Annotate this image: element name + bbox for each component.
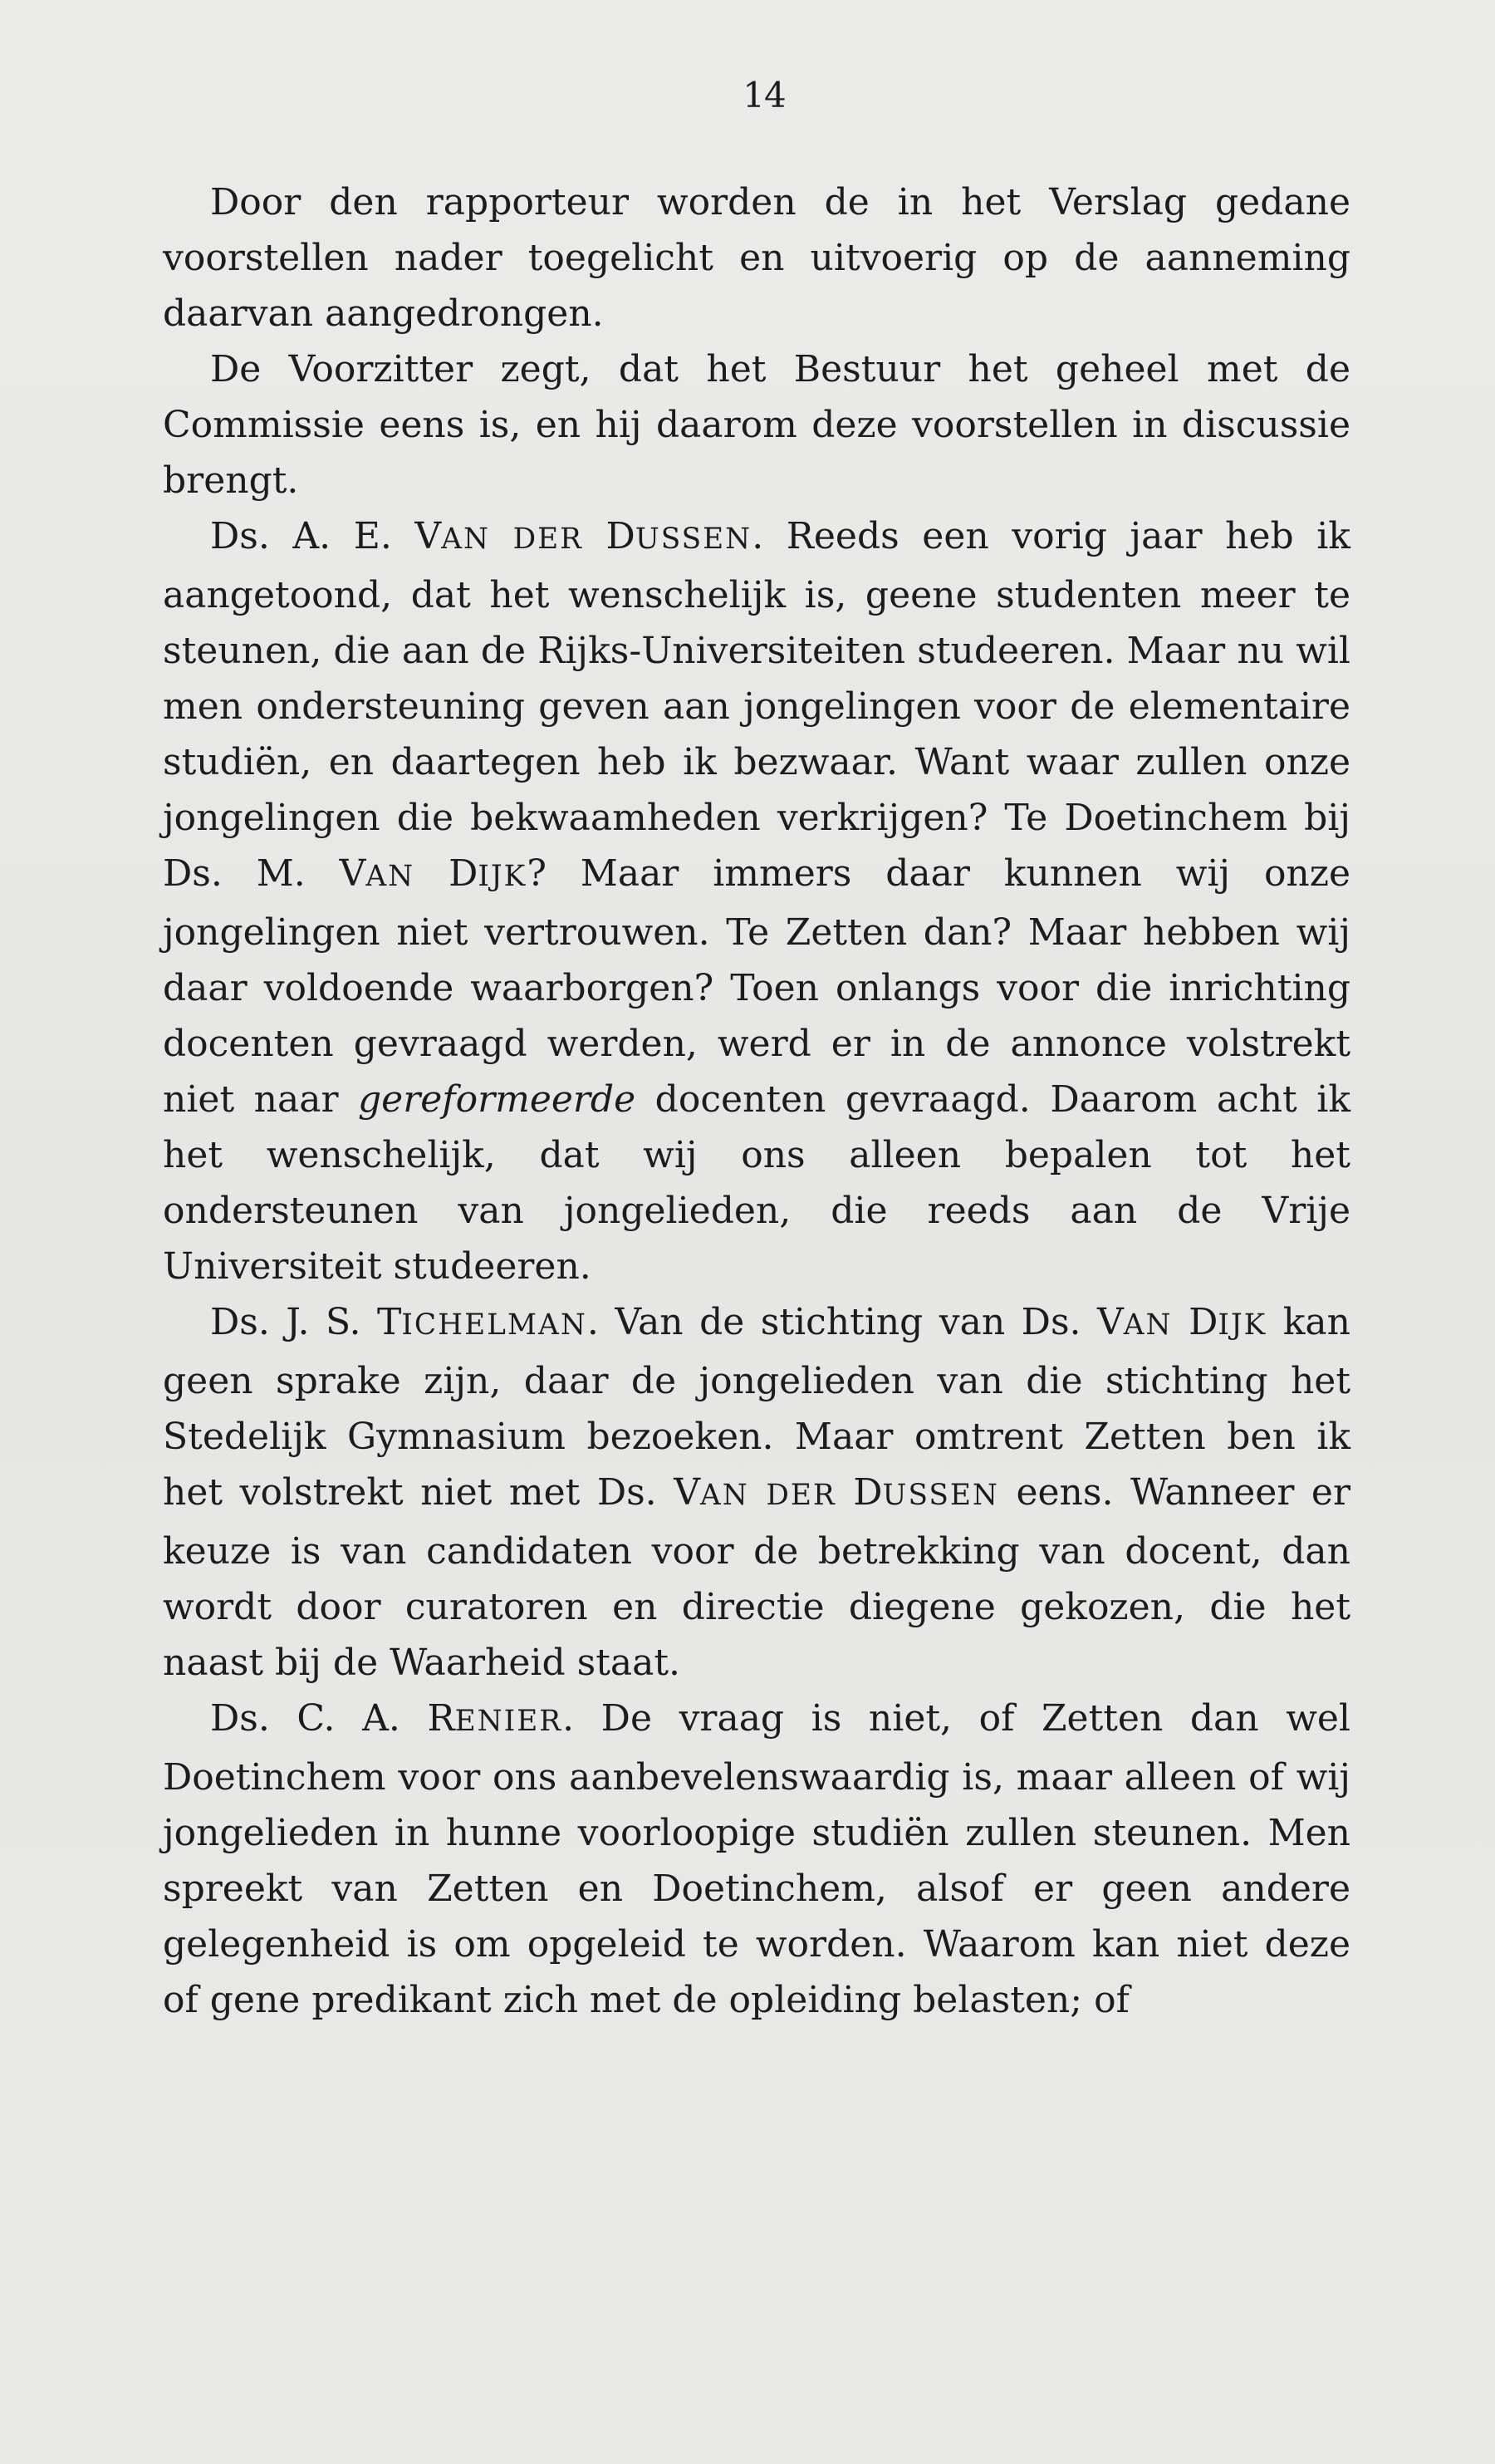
reference-smallcaps-an: AN — [365, 860, 415, 893]
page-number: 14 — [743, 75, 786, 115]
speaker-name-smallcaps-ichelman: ICHELMAN — [401, 1308, 587, 1342]
reference-smallcaps-an: AN — [1123, 1308, 1173, 1342]
reference-initial-d: D — [853, 1471, 883, 1514]
speaker-name-smallcaps-der: DER — [512, 523, 583, 556]
speech-text-part-b: kan geen sprake zijn, daar de jongelieden van die stichting het Stedelijk Gymnasium bezoeken. Maar omtrent Zetten ben ik het volstrekt niet met Ds. — [163, 1301, 1350, 1514]
paragraph-renier — [163, 1691, 1350, 2028]
reference-initial-v: V — [674, 1471, 700, 1514]
reference-initial-v: V — [1097, 1301, 1124, 1343]
speaker-label: Ds. A. E. VAN DER DUSSEN. — [210, 515, 787, 557]
reference-smallcaps-ijk: IJK — [1218, 1308, 1267, 1342]
speech-text-part-a: Reeds een vorig jaar heb ik aangetoond, dat het wenschelijk is, geene studenten meer te steunen, die aan de Rijks-Universiteiten studeeren. Maar nu wil men ondersteuning geven aan jongelingen voor de elementaire studiën, en daartegen heb ik bezwaar. Want waar zullen onze jongelingen die bekwaamheden verkrijgen? Te Doetinchem bij Ds. M. — [163, 515, 1350, 895]
speech-text-part-c: eens. Wanneer er keuze is van candidaten voor de betrekking van docent, dan wordt door curatoren en directie diegene gekozen, die het naast bij de Waarheid staat. — [163, 1471, 1350, 1684]
reference-smallcaps-ijk: IJK — [478, 860, 527, 893]
speaker-prefix: Ds. C. A. — [210, 1697, 428, 1740]
reference-initial-d: D — [1189, 1301, 1218, 1343]
speaker-prefix: Ds. J. S. — [210, 1301, 377, 1343]
speaker-label: Ds. C. A. RENIER. — [210, 1697, 601, 1740]
speech-text: De vraag is niet, of Zetten dan wel Doetinchem voor ons aanbevelenswaardig is, maar alleen of wij jongelieden in hunne voorloopige studiën zullen steunen. Men spreekt van Zetten en Doetinchem, alsof er geen andere gelegenheid is om opgeleid te worden. Waarom kan niet deze of gene predikant zich met de opleiding belasten; of — [163, 1697, 1350, 2021]
paragraph-tichelman — [163, 1294, 1350, 1691]
speaker-label: Ds. J. S. TICHELMAN. — [210, 1301, 615, 1343]
speaker-name-initial-r: R — [427, 1697, 455, 1740]
speaker-name-smallcaps-enier: ENIER — [454, 1705, 563, 1738]
paragraph-rapporteur: Door den rapporteur worden de in het Verslag gedane voorstellen nader toegelicht en uitvoerig op de aanneming daarvan aangedrongen. — [163, 181, 1350, 335]
speaker-name-initial-t: T — [377, 1301, 402, 1343]
name-reference-2 — [674, 1471, 999, 1514]
reference-initial-v: V — [339, 852, 366, 895]
speech-text-part-a: Van de stichting van Ds. — [615, 1301, 1097, 1343]
speaker-prefix: Ds. A. E. — [210, 515, 415, 557]
speaker-name-smallcaps-an: AN — [441, 523, 490, 556]
reference-initial-d: D — [448, 852, 478, 895]
body-text — [163, 174, 1350, 2028]
speaker-name-initial-v: V — [414, 515, 442, 557]
speech-text-part-c: docenten gevraagd. Daarom acht ik het wenschelijk, dat wij ons alleen bepalen tot het ondersteunen van jongelieden, die reeds aan de Vrije Universiteit studeeren. — [163, 1078, 1350, 1288]
speaker-name-initial-d: D — [605, 515, 635, 557]
paragraph-voorzitter: De Voorzitter zegt, dat het Bestuur het geheel met de Commissie eens is, en hij daarom deze voorstellen in discussie brengt. — [163, 348, 1350, 502]
reference-smallcaps-ussen: USSEN — [882, 1479, 999, 1512]
paragraph-van-der-dussen — [163, 508, 1350, 1294]
emphasized-word: gereformeerde — [358, 1078, 636, 1121]
speech-text-part-b: ? Maar immers daar kunnen wij onze jongelingen niet vertrouwen. Te Zetten dan? Maar hebben wij daar voldoende waarborgen? Toen onlangs voor die inrichting docenten gevraagd werden, werd er in de annonce volstrekt niet naar — [163, 852, 1350, 1121]
reference-smallcaps-an: AN — [699, 1479, 749, 1512]
name-reference-1 — [1097, 1301, 1267, 1343]
reference-smallcaps-der: DER — [766, 1479, 836, 1512]
name-reference — [340, 852, 527, 895]
speaker-name-smallcaps-ussen: USSEN — [635, 523, 752, 556]
